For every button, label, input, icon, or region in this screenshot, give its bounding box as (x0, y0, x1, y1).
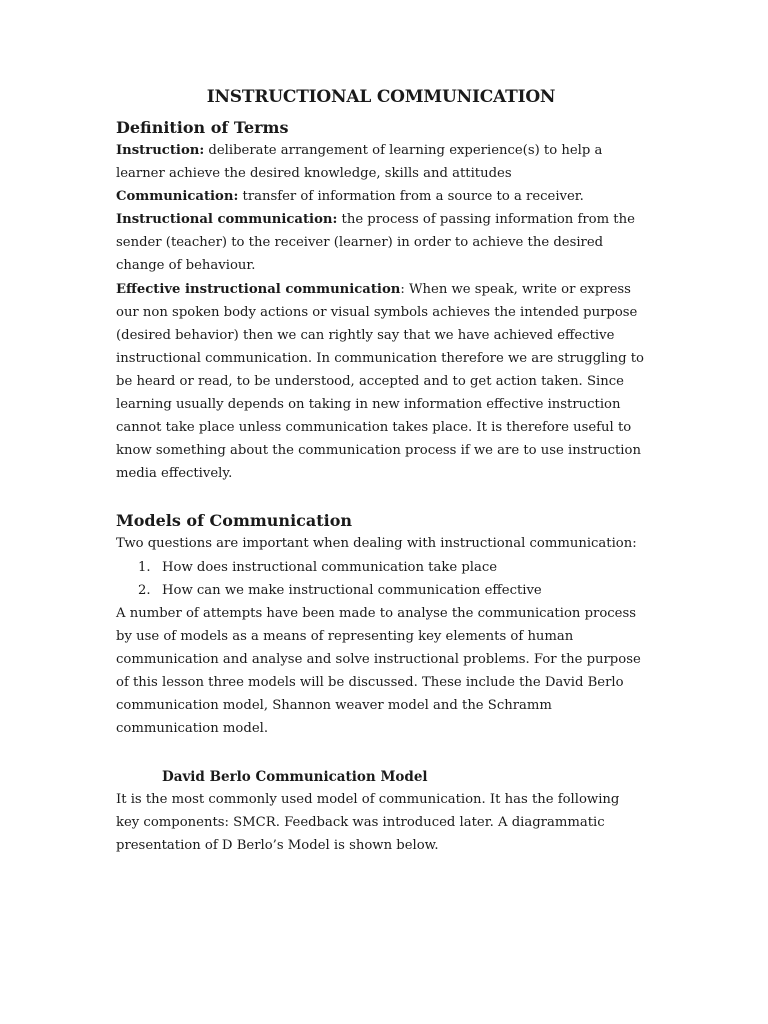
definition-term: Effective instructional communication (116, 281, 401, 297)
definition-instruction (116, 139, 646, 185)
list-item (116, 556, 646, 579)
definition-text: the process of passing information from the sender (teacher) to the receiver (learner) in order to achieve the desired change of behaviour. (116, 212, 635, 274)
spacer (116, 740, 646, 766)
definition-instructional-communication (116, 208, 646, 277)
definition-term: Communication: (116, 189, 239, 205)
list-item (116, 579, 646, 602)
berlo-paragraph: It is the most commonly used model of communication. It has the following key components: SMCR. Feedback was introduced later. A diagrammatic presentation of D Berlo’s Model is shown below. (116, 792, 620, 854)
models-intro: Two questions are important when dealing with instructional communication: (116, 536, 637, 552)
definition-text: deliberate arrangement of learning experience(s) to help a learner achieve the desired knowledge, skills and attitudes (116, 143, 603, 182)
spacer (116, 485, 646, 510)
document-page (116, 86, 646, 858)
definition-text: transfer of information from a source to a receiver. (238, 189, 584, 205)
models-paragraph: A number of attempts have been made to analyse the communication process by use of models as a means of representing key elements of human communication and analyse and solve instructional problems. For the purpose of this lesson three models will be discussed. These include the David Berlo communication model, Shannon weaver model and the Schramm communication model. (116, 605, 641, 737)
definition-term: Instructional communication: (116, 212, 338, 228)
definition-text: : When we speak, write or express our non spoken body actions or visual symbols achieves the intended purpose (desired behavior) then we can rightly say that we have achieved effective instructional communication. In communication therefore we are struggling to be heard or read, to be understood, accepted and to get action taken. Since learning usually depends on taking in new information effective instruction cannot take place unless communication takes place. It is therefore useful to know something about the communication process if we are to use instruction media effectively. (116, 281, 644, 482)
list-number: 1. (138, 559, 151, 575)
models-heading: Models of Communication (116, 511, 353, 531)
list-number: 2. (138, 582, 151, 598)
document-title: INSTRUCTIONAL COMMUNICATION (206, 87, 556, 107)
definitions-heading: Definition of Terms (116, 118, 289, 137)
list-text: How does instructional communication take place (162, 559, 498, 575)
berlo-heading: David Berlo Communication Model (162, 769, 428, 786)
definition-term: Instruction: (116, 143, 205, 158)
list-text: How can we make instructional communication effective (162, 582, 542, 598)
definition-communication (116, 185, 646, 208)
definition-effective-instructional-communication (116, 278, 646, 486)
questions-list (116, 556, 646, 602)
